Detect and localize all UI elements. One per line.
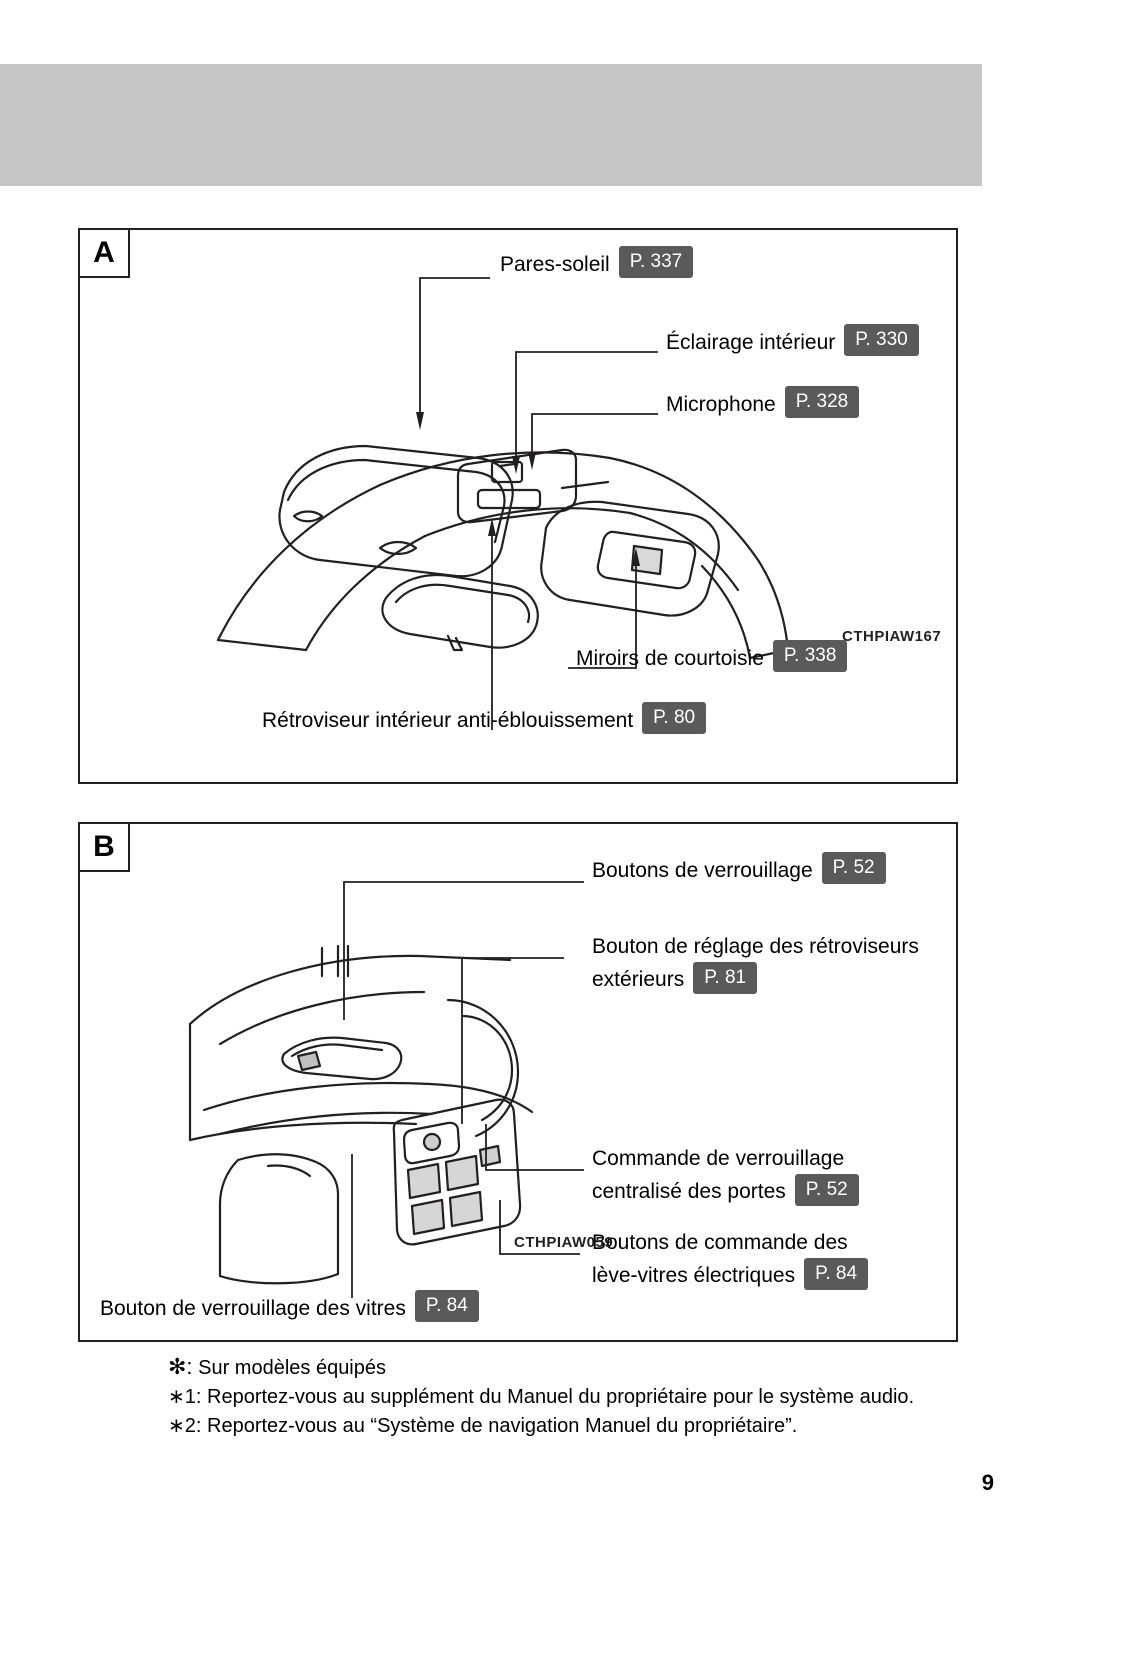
footnote-row — [168, 1412, 998, 1441]
footnote-text: Reportez-vous au supplément du Manuel du propriétaire pour le système audio. — [207, 1386, 915, 1408]
page-ref-chip[interactable]: P. 84 — [415, 1290, 479, 1322]
footnote-text: Sur modèles équipés — [198, 1357, 386, 1379]
footnotes — [168, 1352, 998, 1441]
callout-eclairage-interieur — [666, 326, 919, 358]
callout-label: Microphone — [666, 393, 776, 416]
callout-boutons-de-verrouillage — [592, 854, 886, 886]
image-code-b: CTHPIAW059 — [514, 1234, 614, 1251]
callout-commande-verrouillage-centralise — [592, 1144, 859, 1208]
callout-label-line2: extérieurs — [592, 968, 685, 991]
footnote-row — [168, 1383, 998, 1412]
footnote-marker: ∗1: — [168, 1386, 202, 1408]
panel-letter-a: A — [78, 228, 130, 278]
callout-label-line1: Bouton de réglage des rétroviseurs — [592, 935, 919, 958]
page-ref-chip[interactable]: P. 337 — [619, 246, 693, 278]
callout-label: Éclairage intérieur — [666, 331, 836, 354]
leader-lines-a — [80, 230, 960, 786]
footnote-text: Reportez-vous au “Système de navigation Manuel du propriétaire”. — [207, 1415, 798, 1437]
footnote-marker: ∗2: — [168, 1415, 202, 1437]
figure-panel-b — [78, 822, 958, 1342]
page-ref-chip[interactable]: P. 81 — [693, 962, 757, 994]
page-ref-chip[interactable]: P. 330 — [844, 324, 918, 356]
page-ref-chip[interactable]: P. 52 — [795, 1174, 859, 1206]
callout-pares-soleil — [500, 248, 693, 280]
callout-retroviseur-interieur — [262, 704, 706, 736]
panel-letter-b: B — [78, 822, 130, 872]
page-ref-chip[interactable]: P. 338 — [773, 640, 847, 672]
header-band — [0, 64, 982, 186]
figure-panel-a — [78, 228, 958, 784]
page-ref-chip[interactable]: P. 52 — [822, 852, 886, 884]
callout-microphone — [666, 388, 859, 420]
callout-label: Pares-soleil — [500, 253, 610, 276]
callout-label-line1: Commande de verrouillage — [592, 1147, 845, 1170]
callout-label-line1: Boutons de commande des — [592, 1231, 848, 1254]
image-code-a: CTHPIAW167 — [842, 628, 942, 645]
callout-label: Boutons de verrouillage — [592, 859, 813, 882]
callout-bouton-verrouillage-vitres — [100, 1292, 479, 1324]
callout-label: Miroirs de courtoisie — [576, 647, 764, 670]
callout-boutons-leve-vitres — [592, 1228, 868, 1292]
callout-label-line2: centralisé des portes — [592, 1180, 786, 1203]
footnote-row — [168, 1352, 998, 1383]
callout-label: Rétroviseur intérieur anti-éblouissement — [262, 709, 634, 732]
callout-miroirs-de-courtoisie — [576, 642, 847, 674]
callout-label-line2: lève-vitres électriques — [592, 1264, 796, 1287]
callout-bouton-reglage-retroviseurs — [592, 932, 919, 996]
page-ref-chip[interactable]: P. 84 — [804, 1258, 868, 1290]
page-number: 9 — [981, 1470, 994, 1495]
page-ref-chip[interactable]: P. 328 — [785, 386, 859, 418]
footnote-marker: ✻: — [168, 1354, 193, 1379]
callout-label: Bouton de verrouillage des vitres — [100, 1297, 406, 1320]
page-ref-chip[interactable]: P. 80 — [642, 702, 706, 734]
